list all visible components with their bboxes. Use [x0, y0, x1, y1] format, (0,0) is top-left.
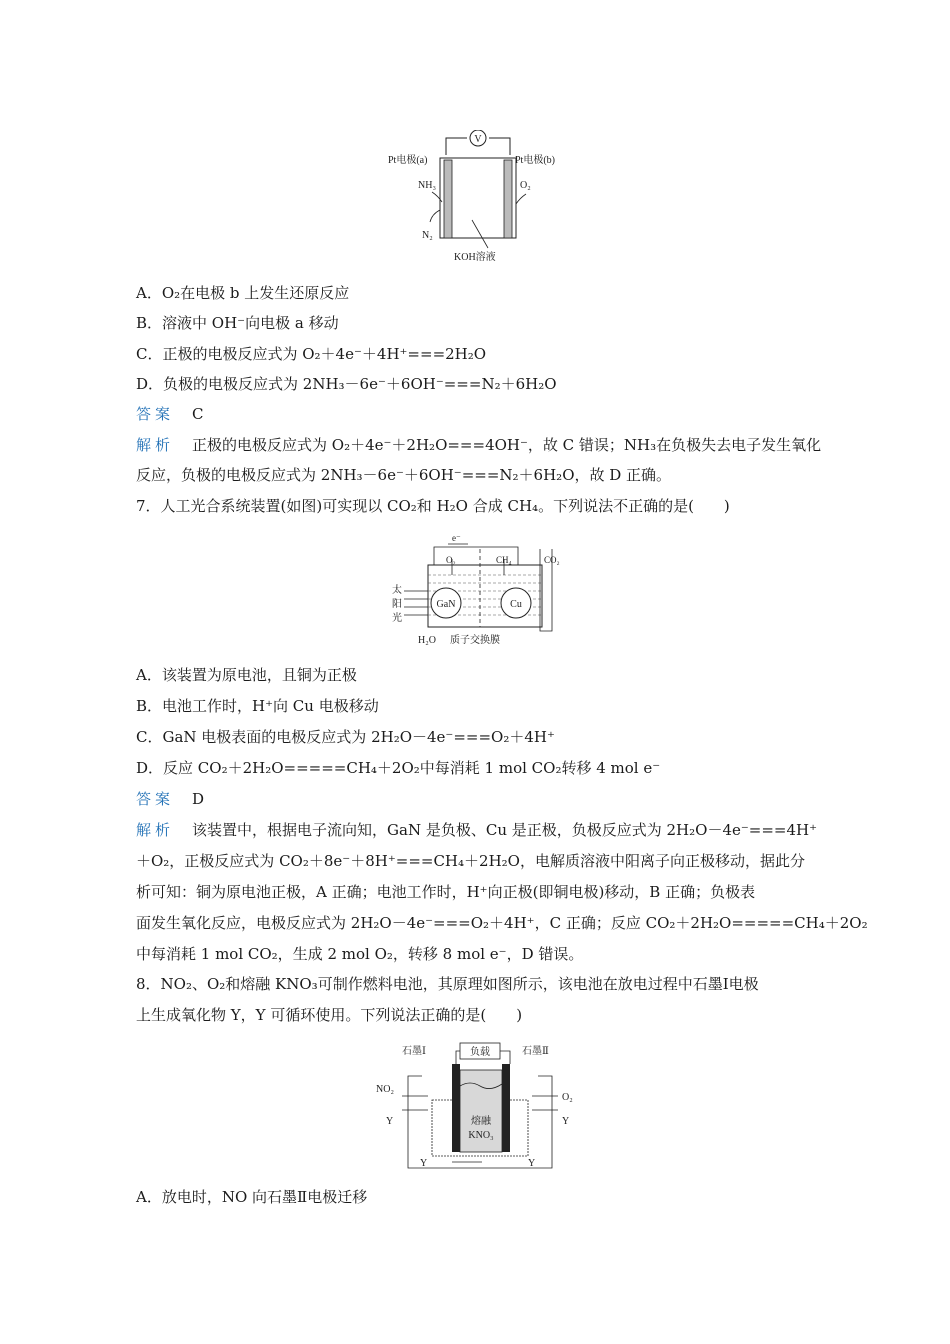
q7-analysis-label: 解析 — [136, 821, 175, 839]
q7-analysis-text-1: 该装置中，根据电子流向知，GaN 是负极、Cu 是正极，负极反应式为 2H₂O－4e⁻===4H⁺ — [192, 821, 818, 839]
no2-label: NO₂ — [376, 1084, 394, 1095]
load-label: 负载 — [470, 1047, 490, 1058]
q6-option-b: B．溶液中 OH⁻向电极 a 移动 — [136, 314, 339, 332]
q7-option-b: B．电池工作时，H⁺向 Cu 电极移动 — [136, 697, 379, 715]
electrode-a — [444, 160, 452, 238]
q7-analysis-line-1 — [136, 819, 816, 841]
q7-analysis-line-5: 中每消耗 1 mol CO₂，生成 2 mol O₂，转移 8 mol e⁻，D 错误。 — [136, 945, 584, 963]
y-right-label: Y — [562, 1116, 570, 1127]
figure-artificial-photosynthesis — [388, 535, 568, 650]
q7-answer: D — [192, 790, 205, 808]
graphite-2-label: 石墨Ⅱ — [522, 1046, 549, 1057]
electrode-a-label: Pt电极(a) — [388, 155, 428, 166]
sunlight-char-1: 太 — [392, 585, 402, 596]
q8-stem-line-2: 上生成氧化物 Y，Y 可循环使用。下列说法正确的是( ) — [136, 1006, 523, 1024]
graphite-1-electrode — [452, 1064, 460, 1152]
membrane-label: 质子交换膜 — [450, 635, 500, 646]
y-bottom-right-label: Y — [528, 1158, 536, 1169]
electrode-b-label: Pt电极(b) — [515, 155, 555, 166]
q6-analysis-label: 解析 — [136, 436, 175, 454]
sunlight-char-3: 光 — [392, 613, 402, 624]
cu-label: Cu — [510, 599, 522, 610]
y-left-label: Y — [386, 1116, 394, 1127]
electrode-b — [504, 160, 512, 238]
voltmeter-label: V — [474, 134, 482, 145]
photosynthesis-diagram — [388, 535, 568, 650]
q6-analysis-line-2: 反应，负极的电极反应式为 2NH₃－6e⁻＋6OH⁻===N₂＋6H₂O，故 D 正确。 — [136, 466, 672, 484]
molten-cell-diagram — [372, 1040, 582, 1175]
o2-inlet-label: O₂ — [562, 1092, 573, 1103]
q7-answer-label: 答案 — [136, 790, 175, 808]
q7-option-d: D．反应 CO₂＋2H₂O=====CH₄＋2O₂中每消耗 1 mol CO₂转移 4 mol e⁻ — [136, 759, 661, 777]
figure-molten-nitrate-cell — [372, 1040, 582, 1175]
q7-option-a: A．该装置为原电池，且铜为正极 — [136, 666, 357, 684]
q7-stem: 7．人工光合系统装置(如图)可实现以 CO₂和 H₂O 合成 CH₄。下列说法不正确的是( ) — [136, 497, 730, 515]
q6-option-a: A．O₂在电极 b 上发生还原反应 — [136, 284, 350, 302]
o2-gas-label: O₂ — [446, 555, 456, 565]
n2-label: N₂ — [422, 230, 433, 241]
q7-option-c: C．GaN 电极表面的电极反应式为 2H₂O－4e⁻===O₂＋4H⁺ — [136, 728, 555, 746]
nh3-label: NH₃ — [418, 180, 436, 191]
q6-answer-label: 答案 — [136, 405, 175, 423]
h2o-label: H₂O — [418, 635, 436, 646]
melt-label-1: 熔融 — [471, 1116, 491, 1127]
gan-label: GaN — [436, 599, 456, 610]
graphite-2-electrode — [502, 1064, 510, 1152]
q7-answer-row — [136, 788, 816, 810]
q8-option-a: A．放电时，NO 向石墨Ⅱ电极迁移 — [136, 1188, 368, 1206]
figure-ammonia-fuel-cell — [380, 130, 580, 265]
q6-option-d: D．负极的电极反应式为 2NH₃－6e⁻＋6OH⁻===N₂＋6H₂O — [136, 375, 557, 393]
q6-option-c: C．正极的电极反应式为 O₂＋4e⁻＋4H⁺===2H₂O — [136, 345, 487, 363]
q7-analysis-line-3: 析可知：铜为原电池正极，A 正确；电池工作时，H⁺向正极(即铜电极)移动，B 正确；负极表 — [136, 883, 756, 901]
q6-analysis-text-1: 正极的电极反应式为 O₂＋4e⁻＋2H₂O===4OH⁻，故 C 错误；NH₃在负极失去电子发生氧化 — [192, 436, 822, 454]
ammonia-cell-diagram — [380, 130, 580, 265]
q7-analysis-line-4: 面发生氧化反应，电极反应式为 2H₂O－4e⁻===O₂＋4H⁺，C 正确；反应 CO₂＋2H₂O=====CH₄＋2O₂ — [136, 914, 868, 932]
koh-label: KOH溶液 — [454, 252, 496, 263]
graphite-1-label: 石墨Ⅰ — [402, 1046, 426, 1057]
electron-label: e⁻ — [452, 535, 461, 543]
q7-analysis-line-2: ＋O₂，正极反应式为 CO₂＋8e⁻＋8H⁺===CH₄＋2H₂O，电解质溶液中阳离子向正极移动，据此分 — [136, 852, 805, 870]
co2-gas-label: CO₂ — [544, 555, 560, 565]
q8-stem-line-1: 8．NO₂、O₂和熔融 KNO₃可制作燃料电池，其原理如图所示，该电池在放电过程中石墨Ⅰ电极 — [136, 975, 759, 993]
y-bottom-left-label: Y — [420, 1158, 428, 1169]
o2-label: O₂ — [520, 180, 531, 191]
q6-answer: C — [192, 405, 204, 423]
q6-answer-row — [136, 403, 816, 425]
ch4-gas-label: CH₄ — [496, 555, 512, 565]
q6-analysis-line-1 — [136, 434, 822, 456]
sunlight-char-2: 阳 — [392, 599, 402, 610]
melt-label-2: KNO₃ — [468, 1130, 494, 1141]
